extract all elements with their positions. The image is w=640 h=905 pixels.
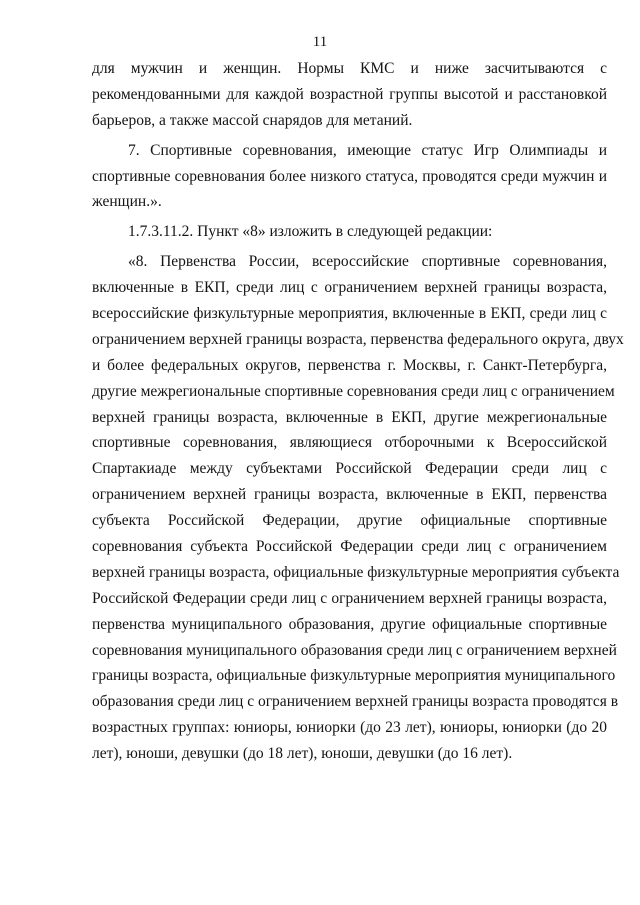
paragraph bbox=[92, 219, 607, 245]
text-line: верхней границы возраста, включенные в ЕКП, другие межрегиональные bbox=[92, 408, 607, 426]
text-line: барьеров, а также массой снарядов для метаний. bbox=[92, 111, 413, 129]
text-line: всероссийские физкультурные мероприятия, включенные в ЕКП, среди лиц с bbox=[92, 305, 607, 323]
text-line: 7. Спортивные соревнования, имеющие статус Игр Олимпиады и bbox=[128, 141, 607, 159]
document-body bbox=[92, 56, 624, 767]
text-line: рекомендованными для каждой возрастной группы высотой и расстановкой bbox=[92, 85, 607, 103]
text-line: ограничением верхней границы возраста, включенные в ЕКП, первенства bbox=[92, 486, 607, 504]
text-line: «8. Первенства России, всероссийские спортивные соревнования, bbox=[128, 253, 607, 271]
text-line: Российской Федерации среди лиц с ограничением верхней границы возраста, bbox=[92, 589, 607, 607]
text-line: 1.7.3.11.2. Пункт «8» изложить в следующей редакции: bbox=[128, 223, 493, 241]
text-line: женщин.». bbox=[92, 193, 162, 211]
text-line: соревнования субъекта Российской Федерации среди лиц с ограничением bbox=[92, 538, 607, 556]
text-line: первенства муниципального образования, другие официальные спортивные bbox=[92, 615, 607, 633]
text-line: для мужчин и женщин. Нормы КМС и ниже засчитываются с bbox=[92, 60, 607, 77]
text-line: лет), юноши, девушки (до 18 лет), юноши, девушки (до 16 лет). bbox=[92, 745, 513, 763]
text-line: и более федеральных округов, первенства г. Москвы, г. Санкт-Петербурга, bbox=[92, 356, 607, 374]
text-line: ограничением верхней границы возраста, первенства федерального округа, двух bbox=[92, 330, 624, 348]
text-line: другие межрегиональные спортивные соревнования среди лиц с ограничением bbox=[92, 382, 615, 400]
paragraph bbox=[92, 249, 624, 767]
text-line: возрастных группах: юниоры, юниорки (до 23 лет), юниоры, юниорки (до 20 bbox=[92, 719, 607, 737]
text-line: субъекта Российской Федерации, другие официальные спортивные bbox=[92, 512, 607, 530]
text-line: Спартакиаде между субъектами Российской Федерации среди лиц с bbox=[92, 460, 607, 478]
text-line: соревнования муниципального образования среди лиц с ограничением верхней bbox=[92, 641, 617, 659]
text-line: спортивные соревнования более низкого статуса, проводятся среди мужчин и bbox=[92, 167, 607, 185]
text-line: спортивные соревнования, являющиеся отборочными к Всероссийской bbox=[92, 434, 607, 452]
text-line: включенные в ЕКП, среди лиц с ограничением верхней границы возраста, bbox=[92, 279, 607, 297]
text-line: образования среди лиц с ограничением верхней границы возраста проводятся в bbox=[92, 693, 619, 711]
paragraph bbox=[92, 138, 607, 216]
text-line: границы возраста, официальные физкультурные мероприятия муниципального bbox=[92, 667, 616, 685]
paragraph bbox=[92, 56, 607, 134]
text-line: верхней границы возраста, официальные физкультурные мероприятия субъекта bbox=[92, 563, 620, 581]
page-number: 11 bbox=[312, 34, 328, 50]
